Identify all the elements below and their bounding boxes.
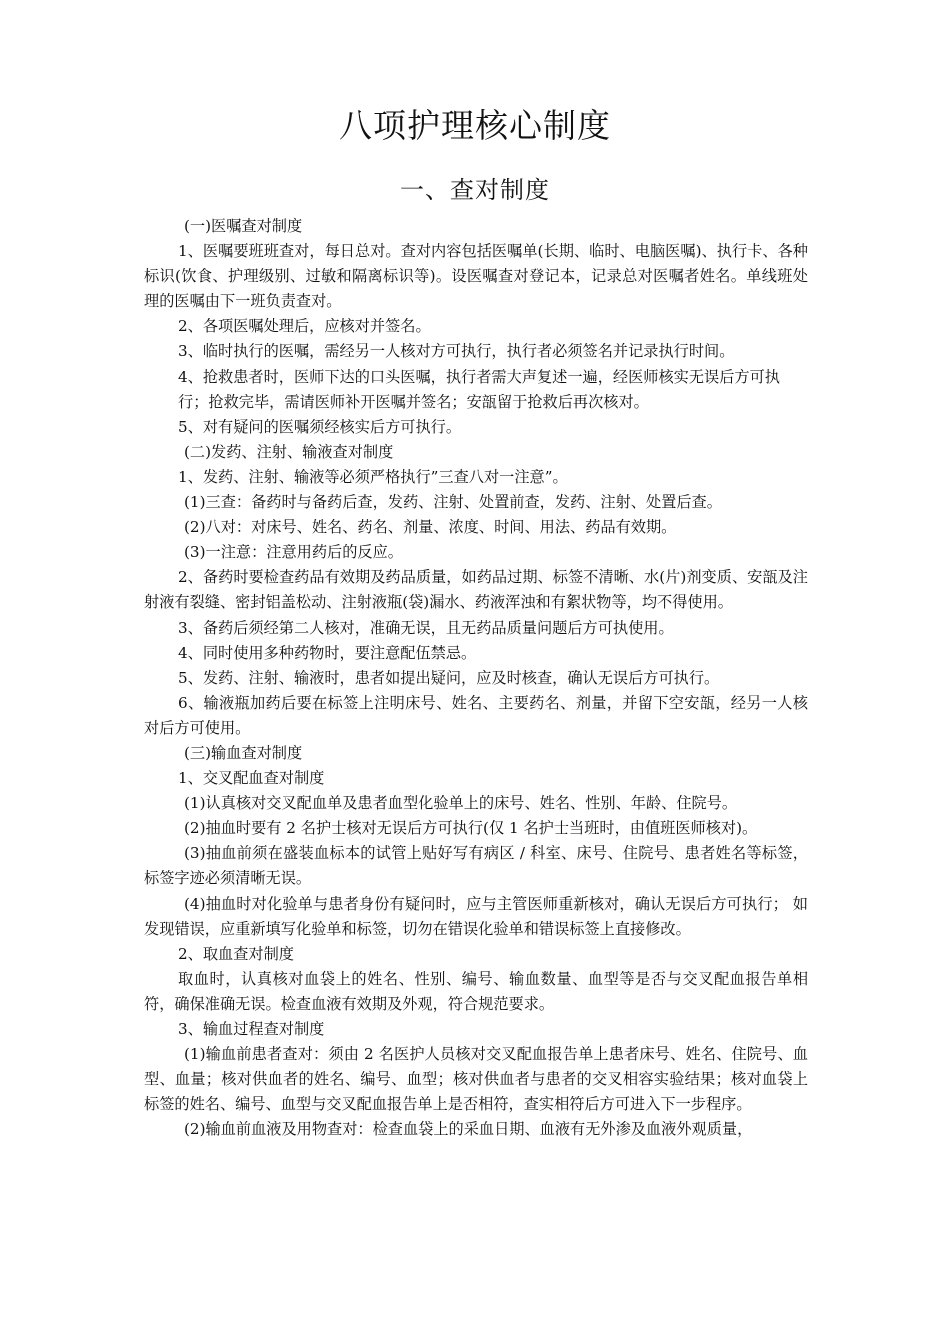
section-title: 一、查对制度: [400, 176, 550, 204]
paragraph: 5、对有疑问的医嘱须经核实后方可执行。: [178, 417, 462, 436]
paragraph: 2、各项医嘱处理后，应核对并签名。: [178, 317, 431, 336]
document-body: [144, 214, 808, 1142]
paragraph: 1、发药、注射、输液等必须严格执行”三查八对一注意”。: [178, 467, 568, 486]
paragraph: 1、交叉配血查对制度: [178, 769, 325, 788]
document-title: 八项护理核心制度: [339, 106, 611, 145]
subsection-heading: (二)发药、注射、输液查对制度: [184, 442, 394, 461]
paragraph: (1)输血前患者查对：须由 2 名医护人员核对交叉配血报告单上患者床号、姓名、住院号、血型、血量；核对供血者的姓名、编号、血型；核对供血者与患者的交叉相容实验结果；核对血袋上标签的姓名、编号、血型与交叉配血报告单上是否相符，查实相符后方可进入下一步程序。: [144, 1045, 808, 1114]
paragraph: 4、抢救患者时，医师下达的口头医嘱，执行者需大声复述一遍，经医师核实无误后方可执: [178, 367, 780, 386]
paragraph: (3)抽血前须在盛装血标本的试管上贴好写有病区 / 科室、床号、住院号、患者姓名等标签，标签字迹必须清晰无误。: [144, 844, 808, 888]
paragraph: (2)输血前血液及用物查对：检查血袋上的采血日期、血液有无外渗及血液外观质量，: [184, 1120, 753, 1139]
paragraph: 3、临时执行的医嘱，需经另一人核对方可执行，执行者必须签名并记录执行时间。: [178, 342, 735, 361]
paragraph: 行；抢救完毕，需请医师补开医嘱并签名；安瓿留于抢救后再次核对。: [178, 392, 649, 411]
subsection-heading: (三)输血查对制度: [184, 743, 303, 762]
paragraph: 6、输液瓶加药后要在标签上注明床号、姓名、主要药名、剂量，并留下空安瓿，经另一人核对后方可使用。: [144, 693, 808, 737]
paragraph: 4、同时使用多种药物时，要注意配伍禁忌。: [178, 643, 477, 662]
paragraph: (2)抽血时要有 2 名护士核对无误后方可执行(仅 1 名护士当班时，由值班医师核对)。: [184, 819, 758, 838]
paragraph: 2、备药时要检查药品有效期及药品质量，如药品过期、标签不清晰、水(片)剂变质、安瓿及注射液有裂缝、密封铝盖松动、注射液瓶(袋)漏水、药液浑浊和有絮状物等，均不得使用。: [144, 568, 808, 612]
paragraph: 5、发药、注射、输液时，患者如提出疑问，应及时核查，确认无误后方可执行。: [178, 668, 720, 687]
paragraph: 2、取血查对制度: [178, 944, 294, 963]
paragraph: (1)三查：备药时与备药后查，发药、注射、处置前查，发药、注射、处置后查。: [184, 493, 722, 512]
paragraph: 1、医嘱要班班查对，每日总对。查对内容包括医嘱单(长期、临时、电脑医嘱)、执行卡、各种标识(饮食、护理级别、过敏和隔离标识等)。设医嘱查对登记本，记录总对医嘱者姓名。单线班处理的医嘱由下一班负责查对。: [144, 242, 808, 311]
paragraph: 取血时，认真核对血袋上的姓名、性别、编号、输血数量、血型等是否与交叉配血报告单相符，确保准确无误。检查血液有效期及外观，符合规范要求。: [144, 969, 808, 1013]
paragraph: 3、输血过程查对制度: [178, 1020, 325, 1038]
subsection-heading: (一)医嘱查对制度: [184, 217, 303, 235]
paragraph: (4)抽血时对化验单与患者身份有疑问时，应与主管医师重新核对，确认无误后方可执行； 如发现错误，应重新填写化验单和标签，切勿在错误化验单和错误标签上直接修改。: [144, 894, 808, 938]
paragraph: (1)认真核对交叉配血单及患者血型化验单上的床号、姓名、性别、年龄、住院号。: [184, 794, 738, 813]
paragraph: 3、备药后须经第二人核对，准确无误，且无药品质量问题后方可执使用。: [178, 618, 674, 637]
paragraph: (3)一注意：注意用药后的反应。: [184, 543, 403, 562]
paragraph: (2)八对：对床号、姓名、药名、剂量、浓度、时间、用法、药品有效期。: [184, 518, 677, 537]
